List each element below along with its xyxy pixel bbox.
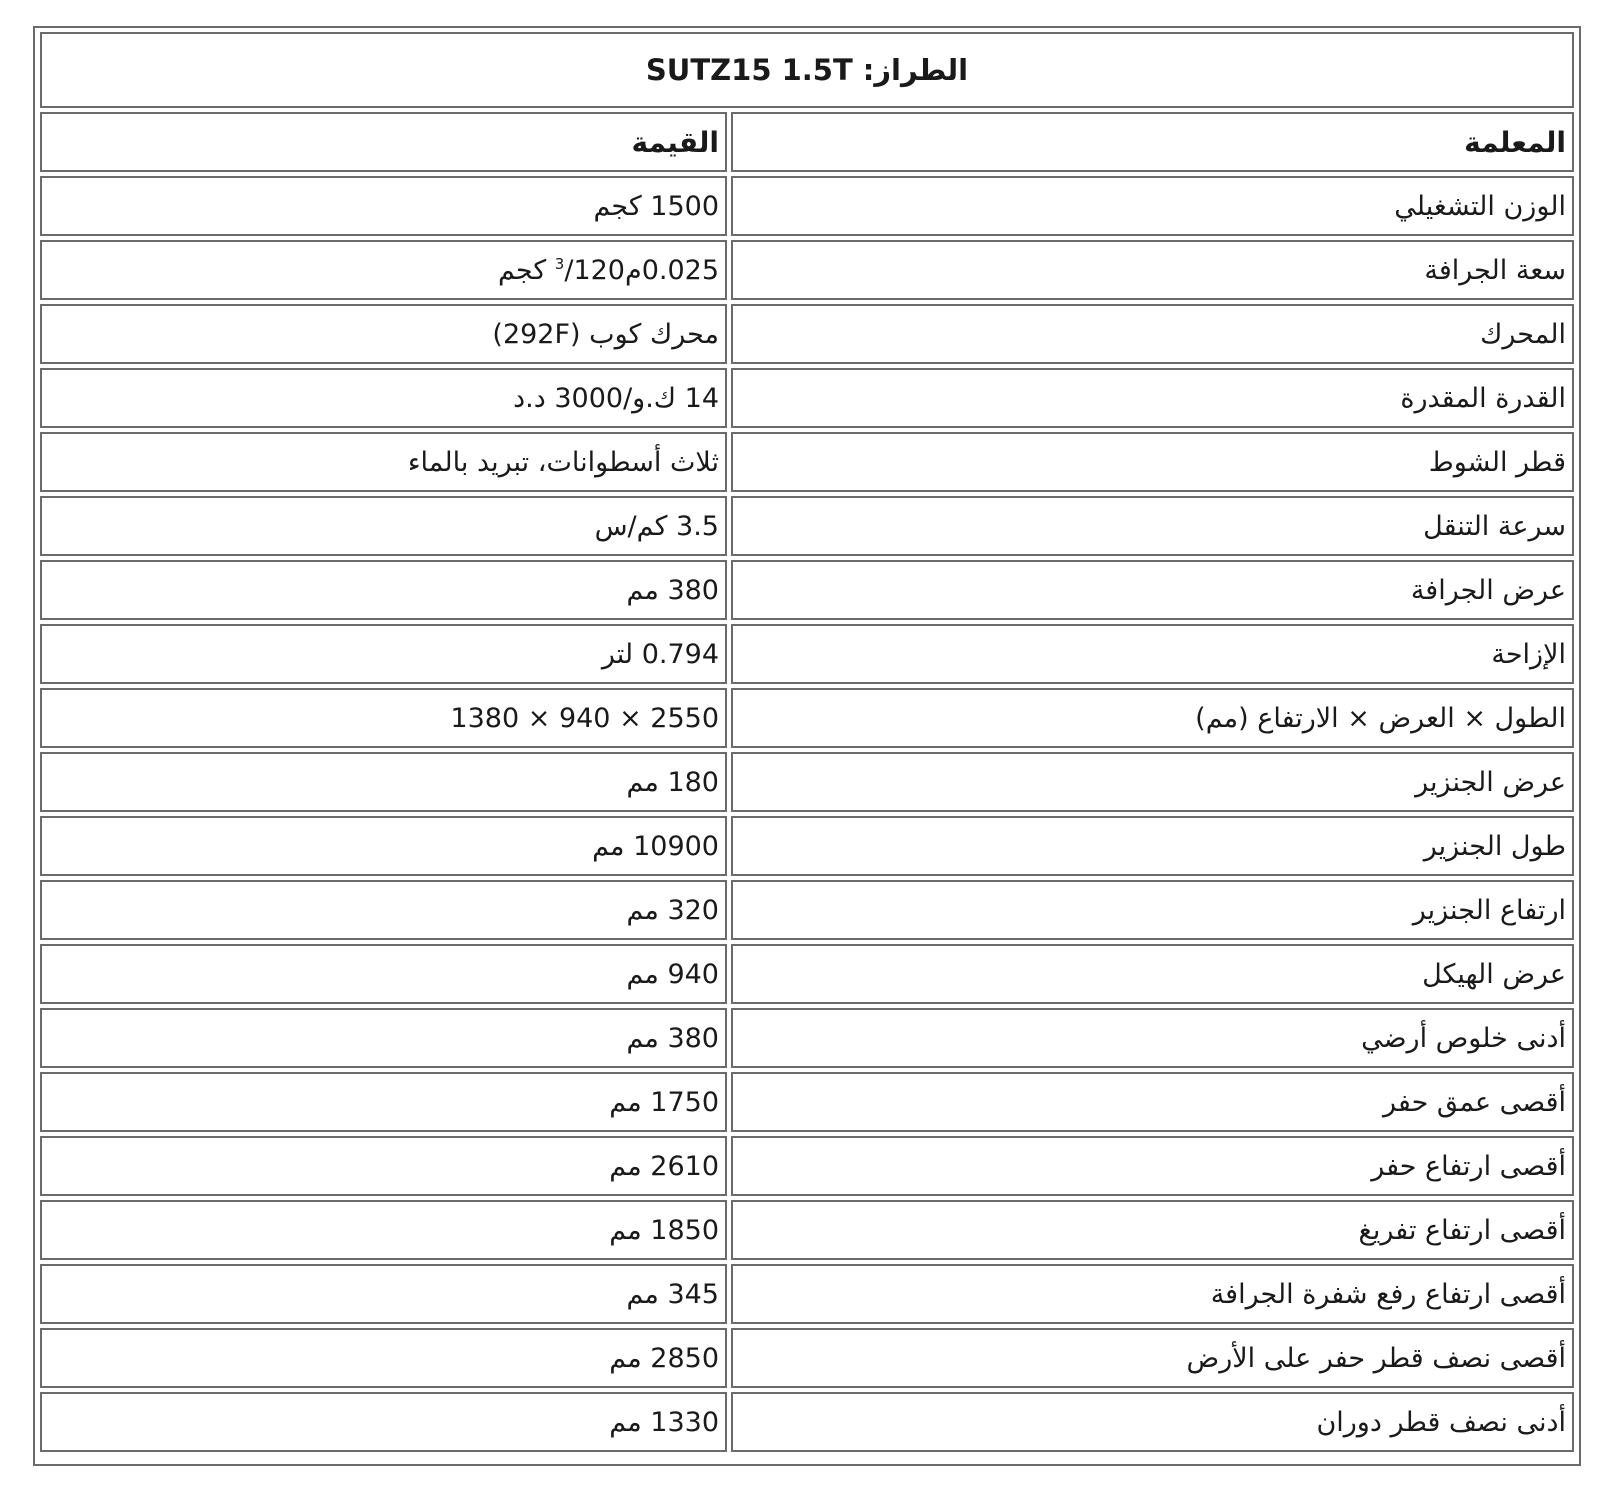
table-row [40,1008,1574,1068]
value-cell: 380 مم [40,1008,727,1068]
value-cell: ثلاث أسطوانات، تبريد بالماء [40,432,727,492]
table-row [40,1264,1574,1324]
table-row [40,240,1574,300]
value-cell: 1850 مم [40,1200,727,1260]
table-row [40,1136,1574,1196]
table-body [40,112,1574,1456]
value-cell: 940 مم [40,944,727,1004]
table-row [40,1072,1574,1132]
bucket-volume-number: 0.025 [641,254,719,286]
table-header-row [40,112,1574,172]
param-cell: أدنى نصف قطر دوران [731,1392,1574,1452]
bucket-volume-exponent: 3 [554,254,565,273]
table-row [40,1392,1574,1452]
table-row [40,944,1574,1004]
value-cell: 320 مم [40,880,727,940]
model-name: SUTZ15 1.5T [645,53,853,87]
table-row [40,752,1574,812]
header-parameter: المعلمة [731,112,1574,172]
table-row [40,368,1574,428]
table-row [40,432,1574,492]
value-cell: 3.5 كم/س [40,496,727,556]
param-cell: سعة الجرافة [731,240,1574,300]
table-row [40,688,1574,748]
bucket-weight: /120 كجم [497,254,625,286]
value-cell: 1500 كجم [40,176,727,236]
param-cell: القدرة المقدرة [731,368,1574,428]
table-row [40,816,1574,876]
value-cell: 10900 مم [40,816,727,876]
table-row [40,560,1574,620]
param-cell: الطول × العرض × الارتفاع (مم) [731,688,1574,748]
value-cell: 1750 مم [40,1072,727,1132]
value-cell: محرك كوب (292F) [40,304,727,364]
param-cell: الوزن التشغيلي [731,176,1574,236]
value-cell: 2550 × 940 × 1380 [40,688,727,748]
bucket-capacity-value [498,255,719,286]
param-cell: عرض الهيكل [731,944,1574,1004]
param-cell: أقصى ارتفاع تفريغ [731,1200,1574,1260]
value-cell: 345 مم [40,1264,727,1324]
param-cell: الإزاحة [731,624,1574,684]
table-row [40,880,1574,940]
table-row [40,624,1574,684]
table-row [40,1328,1574,1388]
value-cell: 180 مم [40,752,727,812]
value-cell [40,240,727,300]
param-cell: قطر الشوط [731,432,1574,492]
param-cell: أدنى خلوص أرضي [731,1008,1574,1068]
value-cell: 380 مم [40,560,727,620]
title-label: الطراز: [862,53,969,87]
param-cell: أقصى ارتفاع حفر [731,1136,1574,1196]
param-cell: أقصى عمق حفر [731,1072,1574,1132]
bucket-volume-unit: م [624,254,642,286]
value-cell: 0.794 لتر [40,624,727,684]
table-title [40,32,1574,108]
spec-table [33,26,1581,1466]
value-cell: 1330 مم [40,1392,727,1452]
table-row [40,1200,1574,1260]
value-cell: 2610 مم [40,1136,727,1196]
value-cell: 2850 مم [40,1328,727,1388]
table-row [40,304,1574,364]
header-value: القيمة [40,112,727,172]
param-cell: عرض الجنزير [731,752,1574,812]
param-cell: المحرك [731,304,1574,364]
param-cell: أقصى ارتفاع رفع شفرة الجرافة [731,1264,1574,1324]
param-cell: طول الجنزير [731,816,1574,876]
param-cell: عرض الجرافة [731,560,1574,620]
value-cell: 14 ك.و/3000 د.د [40,368,727,428]
table-row [40,496,1574,556]
param-cell: ارتفاع الجنزير [731,880,1574,940]
param-cell: سرعة التنقل [731,496,1574,556]
param-cell: أقصى نصف قطر حفر على الأرض [731,1328,1574,1388]
table-row [40,176,1574,236]
